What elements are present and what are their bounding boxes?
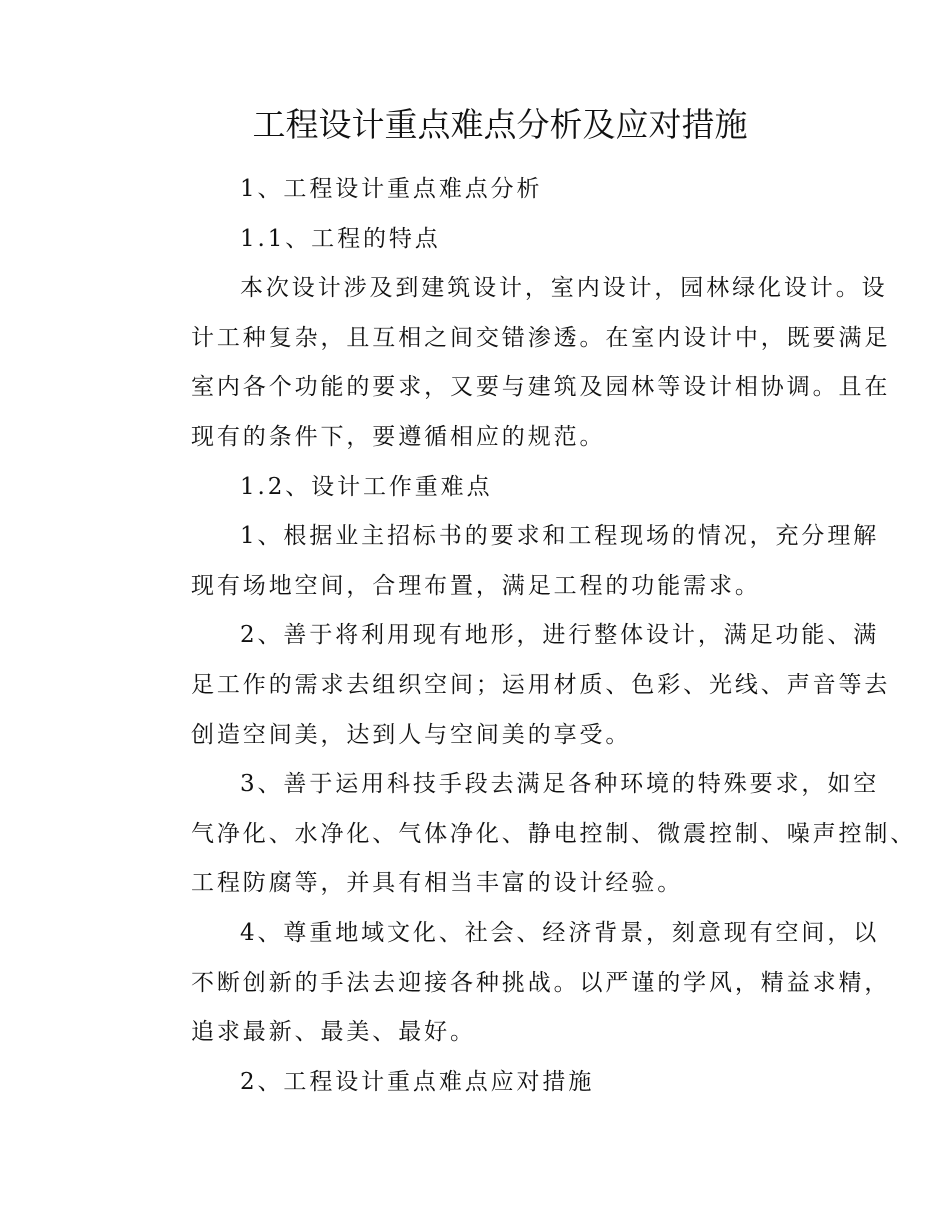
document-body (142, 165, 917, 1107)
text-line: 创造空间美，达到人与空间美的享受。 (191, 721, 632, 748)
text-line: 3、善于运用科技手段去满足各种环境的特殊要求，如空 (240, 771, 880, 798)
text-line: 2、善于将利用现有地形，进行整体设计，满足功能、满 (240, 622, 880, 649)
text-line: 1、工程设计重点难点分析 (240, 176, 543, 202)
text-line: 现有的条件下，要遵循相应的规范。 (191, 423, 606, 450)
heading-2 (142, 1058, 822, 1108)
text-line: 不断创新的手法去迎接各种挑战。以严谨的学风，精益求精， (191, 969, 891, 996)
paragraph-item-1 (142, 512, 880, 611)
paragraph-item-4 (142, 909, 891, 1058)
text-line: 现有场地空间，合理布置，满足工程的功能需求。 (191, 572, 761, 599)
text-line: 工程防腐等，并具有相当丰富的设计经验。 (191, 870, 684, 897)
text-line: 1.2、设计工作重难点 (240, 473, 493, 500)
heading-1-1 (142, 215, 822, 265)
heading-1-2 (142, 463, 822, 513)
paragraph-item-3 (142, 760, 917, 909)
text-line: 本次设计涉及到建筑设计，室内设计，园林绿化设计。设 (240, 275, 888, 302)
text-line: 室内各个功能的要求，又要与建筑及园林等设计相协调。且在 (191, 374, 891, 401)
text-line: 4、尊重地域文化、社会、经济背景，刻意现有空间，以 (240, 919, 880, 946)
text-line: 1、根据业主招标书的要求和工程现场的情况，充分理解 (240, 523, 880, 550)
text-line: 足工作的需求去组织空间；运用材质、色彩、光线、声音等去 (191, 671, 891, 698)
paragraph-item-2 (142, 611, 891, 760)
text-line: 计工种复杂，且互相之间交错渗透。在室内设计中，既要满足 (191, 324, 891, 351)
text-line: 气净化、水净化、气体净化、静电控制、微震控制、噪声控制、 (191, 820, 917, 847)
text-line: 追求最新、最美、最好。 (191, 1019, 476, 1046)
text-line: 2、工程设计重点难点应对措施 (240, 1068, 595, 1095)
text-line: 1.1、工程的特点 (240, 225, 441, 252)
heading-1 (142, 165, 822, 215)
document-title: 工程设计重点难点分析及应对措施 (252, 105, 748, 144)
paragraph-project-features (142, 264, 891, 462)
